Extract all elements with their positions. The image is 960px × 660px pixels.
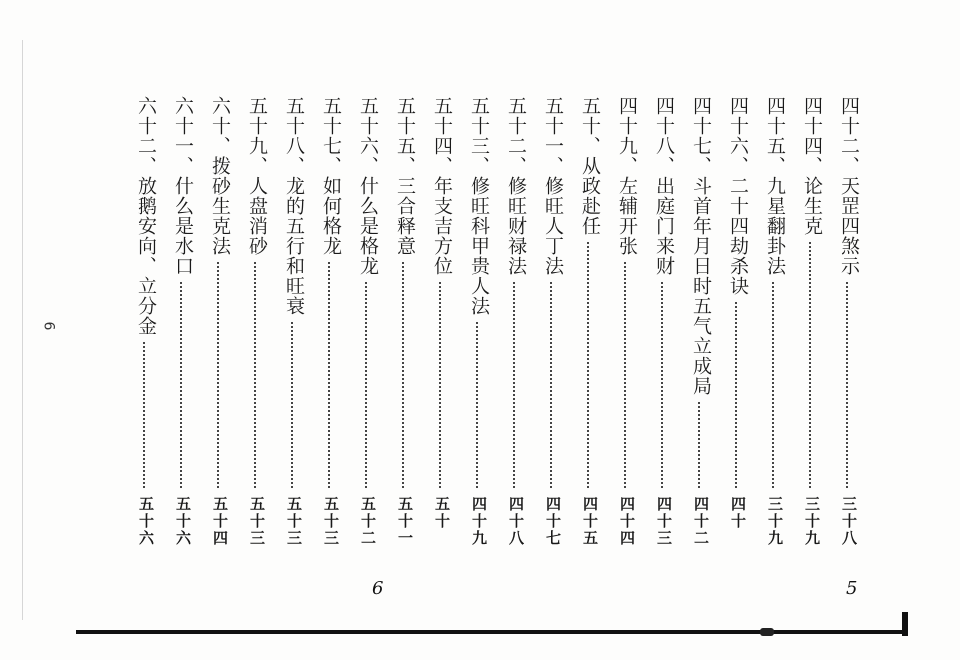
toc-page-number: 五十三: [322, 496, 340, 547]
toc-entry-title: 五十六、什么是格龙: [357, 96, 379, 276]
toc-dot-leader: [550, 282, 558, 488]
toc-entry: [316, 96, 346, 556]
toc-page-number: 四十三: [655, 496, 673, 547]
margin-page-mark: 6: [40, 321, 57, 331]
corner-scan-mark: [902, 612, 908, 636]
toc-entry: [464, 96, 494, 556]
toc-entry: [575, 96, 605, 556]
toc-page-number: 五十六: [174, 496, 192, 547]
toc-entry: [427, 96, 457, 556]
toc-page-number: 四十四: [618, 496, 636, 547]
toc-page-number: 五十二: [359, 496, 377, 547]
toc-dot-leader: [587, 242, 595, 488]
toc-entry-title: 五十一、修旺人丁法: [542, 96, 564, 276]
toc-page-number: 五十三: [248, 496, 266, 547]
toc-entry: [131, 96, 161, 556]
toc-entry-title: 五十三、修旺科甲贵人法: [468, 96, 490, 316]
toc-entry-title: 五十九、人盘消砂: [246, 96, 268, 256]
toc-entry-title: 四十七、斗首年月日时五气立成局: [690, 96, 712, 396]
toc-dot-leader: [291, 322, 299, 488]
toc-page-number: 五十一: [396, 496, 414, 547]
toc-dot-leader: [476, 322, 484, 488]
toc-entry-title: 五十八、龙的五行和旺衰: [283, 96, 305, 316]
toc-dot-leader: [661, 282, 669, 488]
toc-dot-leader: [217, 262, 225, 488]
bottom-scan-rule: [76, 630, 906, 634]
toc-page-number: 四十八: [507, 496, 525, 547]
toc-entry-title: 四十六、二十四劫杀诀: [727, 96, 749, 296]
toc-page-number: 四十: [729, 496, 747, 530]
toc-entry: [205, 96, 235, 556]
toc-dot-leader: [402, 262, 410, 488]
scan-smudge: [760, 628, 774, 636]
toc-entry: [501, 96, 531, 556]
toc-dot-leader: [772, 282, 780, 488]
toc-page-number: 五十六: [137, 496, 155, 547]
toc-entry: [686, 96, 716, 556]
toc-page-number: 三十九: [766, 496, 784, 547]
toc-entry: [723, 96, 753, 556]
folio-right-page-number: 5: [846, 578, 858, 599]
toc-dot-leader: [328, 262, 336, 488]
toc-page-number: 四十五: [581, 496, 599, 547]
toc-dot-leader: [143, 342, 151, 488]
toc-dot-leader: [439, 282, 447, 488]
toc-entry-title: 六十一、什么是水口: [172, 96, 194, 276]
toc-entry: [760, 96, 790, 556]
toc-entry: [797, 96, 827, 556]
toc-entry-title: 四十八、出庭门来财: [653, 96, 675, 276]
toc-dot-leader: [809, 242, 817, 488]
toc-entry-title: 五十四、年支吉方位: [431, 96, 453, 276]
toc-entry: [538, 96, 568, 556]
toc-page-number: 三十九: [803, 496, 821, 547]
toc-entry: [390, 96, 420, 556]
toc-entry-title: 四十九、左辅开张: [616, 96, 638, 256]
toc-dot-leader: [365, 282, 373, 488]
toc-page-number: 四十二: [692, 496, 710, 547]
toc-dot-leader: [624, 262, 632, 488]
toc-entry: [353, 96, 383, 556]
toc-entry-title: 六十、拨砂生克法: [209, 96, 231, 256]
toc-page-number: 五十: [433, 496, 451, 530]
toc-dot-leader: [698, 402, 706, 488]
toc-page-number: 三十八: [840, 496, 858, 547]
toc-dot-leader: [513, 282, 521, 488]
toc-page-number: 四十九: [470, 496, 488, 547]
toc-dot-leader: [846, 282, 854, 488]
toc-page-number: 四十七: [544, 496, 562, 547]
toc-dot-leader: [180, 282, 188, 488]
toc-entry-title: 五十二、修旺财禄法: [505, 96, 527, 276]
toc-page-number: 五十三: [285, 496, 303, 547]
toc-entry: [168, 96, 198, 556]
toc-entry-title: 五十七、如何格龙: [320, 96, 342, 256]
toc-entry-title: 五十、从政赴任: [579, 96, 601, 236]
toc-entry: [242, 96, 272, 556]
toc-entry-title: 四十五、九星翻卦法: [764, 96, 786, 276]
toc-entry-title: 四十四、论生克: [801, 96, 823, 236]
toc-entry: [612, 96, 642, 556]
toc-entry-title: 五十五、三合释意: [394, 96, 416, 256]
toc-entry: [279, 96, 309, 556]
toc-dot-leader: [735, 302, 743, 488]
toc-dot-leader: [254, 262, 262, 488]
toc-page-number: 五十四: [211, 496, 229, 547]
toc-entry: [649, 96, 679, 556]
toc-entry: [834, 96, 864, 556]
folio-left-page-number: 6: [372, 578, 384, 599]
toc-entry-title: 六十二、放鹅安向、立分金: [135, 96, 157, 336]
toc-entry-title: 四十二、天罡四煞示: [838, 96, 860, 276]
